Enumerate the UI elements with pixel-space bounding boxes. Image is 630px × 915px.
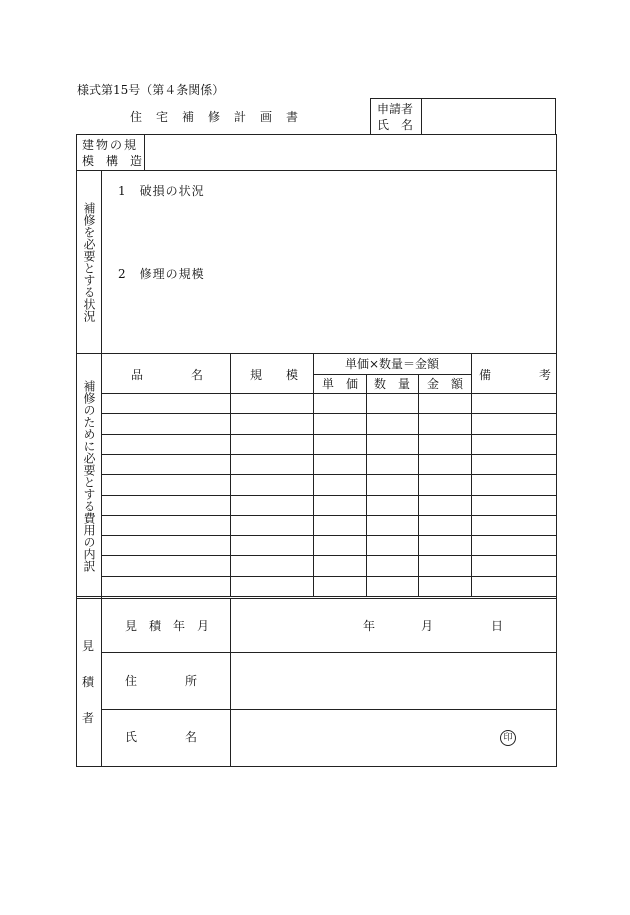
cost-cell[interactable]	[370, 417, 414, 430]
cost-cell[interactable]	[370, 397, 414, 410]
cost-cell[interactable]	[317, 519, 362, 532]
cost-cell[interactable]	[317, 499, 362, 512]
cost-cell[interactable]	[370, 559, 414, 572]
estimate-day[interactable]: 日	[491, 619, 504, 633]
cost-cell[interactable]	[370, 458, 414, 471]
header-item-name: 品 名	[131, 368, 204, 382]
cost-cell[interactable]	[105, 519, 226, 532]
applicant-label-1: 申請者	[377, 102, 414, 116]
formula-subline	[313, 374, 471, 375]
col-line-3	[366, 374, 367, 596]
cost-cell[interactable]	[422, 559, 467, 572]
cost-row-line	[101, 495, 557, 496]
cost-cell[interactable]	[475, 559, 553, 572]
row-line-estimator-2	[101, 709, 557, 710]
building-divider	[144, 134, 145, 170]
header-quantity: 数 量	[374, 377, 411, 391]
cost-cell[interactable]	[317, 580, 362, 593]
cost-cell[interactable]	[105, 539, 226, 552]
cost-cell[interactable]	[317, 397, 362, 410]
header-remarks: 備 考	[479, 368, 552, 382]
cost-cell[interactable]	[475, 397, 553, 410]
cost-cell[interactable]	[234, 499, 309, 512]
building-label-2: 模 構 造	[82, 154, 143, 168]
cost-row-line	[101, 393, 557, 394]
cost-cell[interactable]	[475, 580, 553, 593]
cost-cell[interactable]	[422, 438, 467, 451]
estimator-side-char-1: 見	[82, 639, 95, 653]
cost-cell[interactable]	[234, 580, 309, 593]
cost-cell[interactable]	[317, 478, 362, 491]
estimate-month[interactable]: 月	[421, 619, 434, 633]
cost-cell[interactable]	[105, 580, 226, 593]
header-formula: 単価×数量＝金額	[345, 357, 440, 371]
cost-cell[interactable]	[475, 519, 553, 532]
repair-scale-label: 2 修理の規模	[118, 267, 205, 281]
cost-cell[interactable]	[234, 539, 309, 552]
cost-side-label: 補修のために必要とする費用の内訳	[82, 380, 96, 572]
cost-cell[interactable]	[475, 438, 553, 451]
cost-cell[interactable]	[475, 417, 553, 430]
cost-cell[interactable]	[422, 519, 467, 532]
estimator-side-char-2: 積	[82, 675, 95, 689]
cost-cell[interactable]	[370, 539, 414, 552]
cost-row-line	[101, 434, 557, 435]
applicant-divider	[421, 98, 422, 134]
cost-cell[interactable]	[422, 580, 467, 593]
row-line-building	[76, 170, 557, 171]
cost-cell[interactable]	[475, 458, 553, 471]
repair-status-side-label: 補修を必要とする状況	[82, 202, 96, 322]
cost-cell[interactable]	[234, 519, 309, 532]
name-label: 氏 名	[125, 730, 198, 744]
cost-cell[interactable]	[422, 539, 467, 552]
building-value-field[interactable]	[150, 146, 540, 162]
row-line-status	[76, 353, 557, 354]
cost-row-line	[101, 535, 557, 536]
header-scale: 規 模	[250, 368, 299, 382]
address-field[interactable]	[236, 675, 546, 691]
col-line-4	[418, 374, 419, 596]
cost-cell[interactable]	[317, 559, 362, 572]
cost-cell[interactable]	[234, 458, 309, 471]
cost-cell[interactable]	[234, 397, 309, 410]
cost-cell[interactable]	[234, 478, 309, 491]
row-line-cost-end-2	[76, 598, 557, 599]
cost-row-line	[101, 515, 557, 516]
cost-cell[interactable]	[475, 478, 553, 491]
cost-cell[interactable]	[105, 417, 226, 430]
estimate-year[interactable]: 年	[363, 619, 376, 633]
cost-row-line	[101, 474, 557, 475]
cost-cell[interactable]	[370, 580, 414, 593]
cost-cell[interactable]	[317, 438, 362, 451]
cost-cell[interactable]	[422, 499, 467, 512]
cost-row-line	[101, 555, 557, 556]
cost-cell[interactable]	[317, 539, 362, 552]
cost-cell[interactable]	[317, 458, 362, 471]
cost-cell[interactable]	[422, 397, 467, 410]
name-field[interactable]	[236, 731, 486, 747]
estimate-date-label: 見 積 年 月	[125, 619, 210, 633]
cost-cell[interactable]	[234, 559, 309, 572]
cost-row-line	[101, 413, 557, 414]
estimator-divider	[230, 598, 231, 767]
damage-status-label: 1 破損の状況	[118, 184, 205, 198]
cost-cell[interactable]	[422, 417, 467, 430]
row-line-cost-end-1	[76, 596, 557, 597]
row-line-estimator-1	[101, 652, 557, 653]
form-number: 様式第15号（第４条関係）	[77, 83, 225, 97]
cost-cell[interactable]	[317, 417, 362, 430]
cost-cell[interactable]	[105, 499, 226, 512]
left-column-line	[101, 170, 102, 767]
cost-cell[interactable]	[234, 417, 309, 430]
estimator-side-char-3: 者	[82, 711, 95, 725]
header-amount: 金 額	[427, 377, 464, 391]
building-label-1: 建物の規	[82, 138, 139, 152]
cost-cell[interactable]	[422, 458, 467, 471]
seal-mark: 印	[500, 730, 516, 746]
cost-cell[interactable]	[105, 559, 226, 572]
cost-cell[interactable]	[370, 438, 414, 451]
cost-cell[interactable]	[475, 539, 553, 552]
cost-cell[interactable]	[105, 458, 226, 471]
applicant-label-2: 氏 名	[377, 118, 414, 132]
cost-cell[interactable]	[370, 499, 414, 512]
applicant-name-field[interactable]	[428, 110, 548, 126]
cost-cell[interactable]	[370, 519, 414, 532]
cost-cell[interactable]	[475, 499, 553, 512]
cost-cell[interactable]	[234, 438, 309, 451]
document-title: 住 宅 補 修 計 画 書	[130, 110, 300, 124]
cost-row-line	[101, 576, 557, 577]
address-label: 住 所	[125, 674, 198, 688]
cost-cell[interactable]	[422, 478, 467, 491]
header-unit-price: 単 価	[322, 377, 359, 391]
cost-cell[interactable]	[370, 478, 414, 491]
cost-cell[interactable]	[105, 438, 226, 451]
cost-cell[interactable]	[105, 397, 226, 410]
cost-cell[interactable]	[105, 478, 226, 491]
cost-row-line	[101, 454, 557, 455]
